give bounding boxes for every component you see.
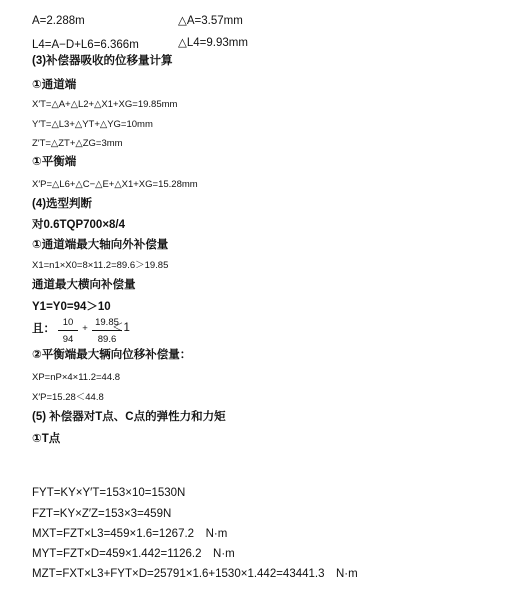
- fraction-1-denominator: 94: [62, 334, 74, 345]
- fraction-2-denominator: 89.6: [97, 334, 117, 345]
- section-5-heading: (5) 补偿器对T点、C点的弹性力和力矩: [32, 411, 226, 423]
- myt-formula: MYT=FZT×D=459×1.442=1126.2 N·m: [32, 548, 235, 560]
- yt-formula: Y′T=△L3+△YT+△YG=10mm: [32, 119, 153, 130]
- delta-a-line: △A=3.57mm: [178, 15, 243, 27]
- a-value-line: A=2.288m: [32, 15, 85, 27]
- fzt-formula: FZT=KY×Z′Z=153×3=459N: [32, 508, 172, 520]
- fraction-1: [58, 317, 78, 345]
- pingheng-subheading: ①平衡端: [32, 156, 77, 168]
- section-4-heading: (4)选型判断: [32, 198, 93, 210]
- and-label: 且：: [32, 323, 55, 335]
- model-line: 对0.6TQP700×8/4: [32, 219, 126, 231]
- plus-sign: +: [82, 323, 88, 334]
- less-than-one: ＜1: [112, 322, 130, 334]
- lateral-compensation-heading: 通道最大横向补偿量: [32, 279, 136, 291]
- section-3-heading: (3)补偿器吸收的位移量计算: [32, 55, 173, 67]
- fyt-formula: FYT=KY×Y′T=153×10=1530N: [32, 487, 186, 499]
- xp-compare-line: X′P=15.28＜44.8: [32, 392, 104, 403]
- mzt-formula: MZT=FXT×L3+FYT×D=25791×1.6+1530×1.442=43441.3 N·m: [32, 568, 358, 580]
- fraction-1-numerator: 10: [58, 317, 78, 331]
- lateral-y-line: Y1=Y0=94＞10: [32, 301, 111, 313]
- mxt-formula: MXT=FZT×L3=459×1.6=1267.2 N·m: [32, 528, 228, 540]
- zt-formula: Z′T=△ZT+△ZG=3mm: [32, 138, 123, 149]
- l4-value-line: L4=A−D+L6=6.366m: [32, 39, 139, 51]
- balance-compensation-heading: ②平衡端最大辆向位移补偿量：: [32, 349, 192, 361]
- xp-formula: X′P=△L6+△C−△E+△X1+XG=15.28mm: [32, 179, 198, 190]
- fraction-2-numerator: 19.85: [92, 317, 122, 331]
- axial-compensation-heading: ①通道端最大轴向外补偿量: [32, 239, 169, 251]
- xt-formula: X′T=△A+△L2+△X1+XG=19.85mm: [32, 99, 178, 110]
- t-point-subheading: ①T点: [32, 433, 61, 445]
- xp-calc-line: XP=nP×4×11.2=44.8: [32, 372, 121, 383]
- axial-calc-line: X1=n1×X0=8×11.2=89.6＞19.85: [32, 260, 169, 271]
- tongdao-subheading: ①通道端: [32, 79, 77, 91]
- delta-l4-line: △L4=9.93mm: [178, 37, 248, 49]
